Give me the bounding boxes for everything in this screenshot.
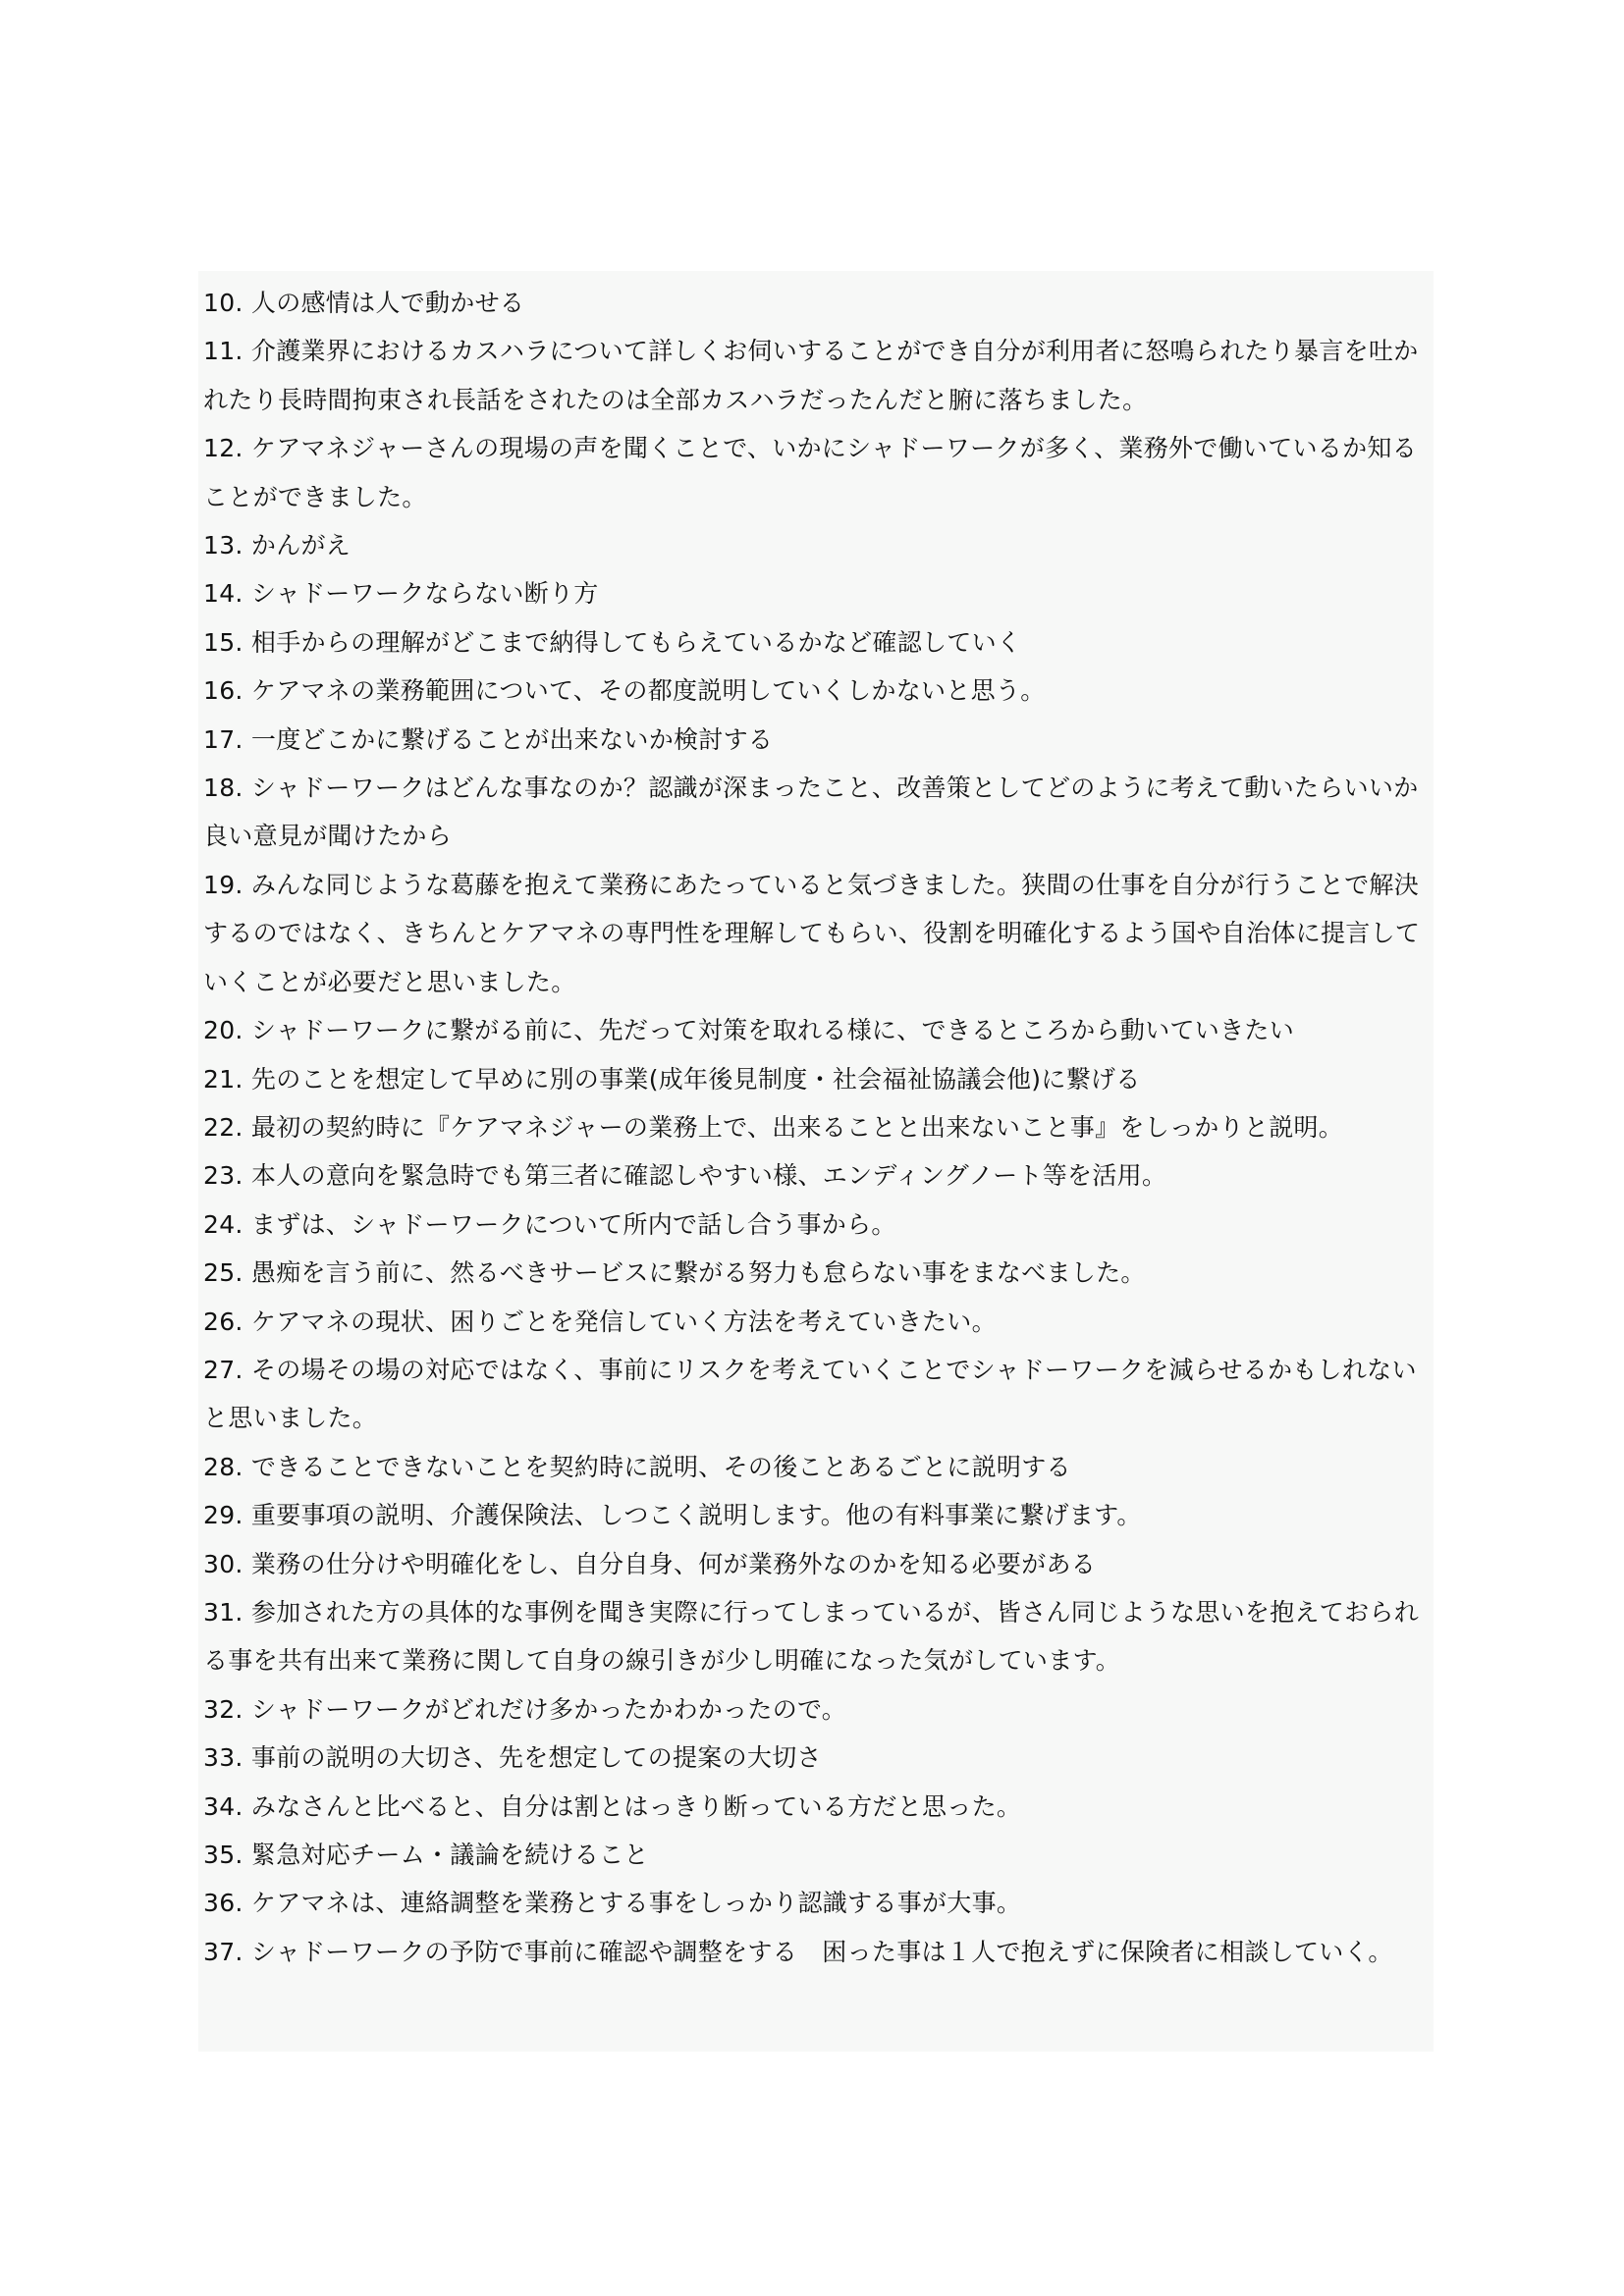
list-item: 13. かんがえ	[203, 531, 352, 561]
list-item: 16. ケアマネの業務範囲について、その都度説明していくしかないと思う。	[203, 676, 1046, 706]
list-item: 21. 先のことを想定して早めに別の事業(成年後見制度・社会福祉協議会他)に繋げる	[203, 1064, 1141, 1094]
list-item: 24. まずは、シャドーワークについて所内で話し合う事から。	[203, 1209, 896, 1239]
list-item: 34. みなさんと比べると、自分は割とはっきり断っている方だと思った。	[203, 1791, 1022, 1821]
list-item: 15. 相手からの理解がどこまで納得してもらえているかなど確認していく	[203, 627, 1022, 657]
list-item: 37. シャドーワークの予防で事前に確認や調整をする 困った事は１人で抱えずに保険者に相談していく。	[203, 1937, 1393, 1966]
list-item: 29. 重要事項の説明、介護保険法、しつこく説明します。他の有料事業に繋げます。	[203, 1501, 1142, 1530]
list-item: 10. 人の感情は人で動かせる	[203, 289, 525, 317]
list-item: 30. 業務の仕分けや明確化をし、自分自身、何が業務外なのかを知る必要がある	[203, 1549, 1097, 1578]
list-item: 20. シャドーワークに繋がる前に、先だって対策を取れる様に、できるところから動いていきたい	[203, 1016, 1295, 1045]
list-item: 11. 介護業界におけるカスハラについて詳しくお伺いすることができ自分が利用者に怒鳴られたり暴言を吐かれたり長時間拘束され長話をされたのは全部カスハラだったんだと腑に落ちました。	[203, 337, 1419, 414]
list-item: 22. 最初の契約時に『ケアマネジャーの業務上で、出来ることと出来ないこと事』をしっかりと説明。	[203, 1112, 1344, 1142]
list-item: 23. 本人の意向を緊急時でも第三者に確認しやすい様、エンディングノート等を活用。	[203, 1161, 1167, 1191]
list-item: 28. できることできないことを契約時に説明、その後ことあるごとに説明する	[203, 1452, 1071, 1481]
list-item: 27. その場その場の対応ではなく、事前にリスクを考えていくことでシャドーワークを減らせるかもしれないと思いました。	[203, 1355, 1417, 1433]
list-item: 17. 一度どこかに繋げることが出来ないか検討する	[203, 724, 774, 754]
list-item: 36. ケアマネは、連絡調整を業務とする事をしっかり認識する事が大事。	[203, 1889, 1022, 1918]
response-list	[198, 271, 1434, 2052]
list-item: 26. ケアマネの現状、困りごとを発信していく方法を考えていきたい。	[203, 1307, 997, 1336]
list-item: 31. 参加された方の具体的な事例を聞き実際に行ってしまっているが、皆さん同じような思いを抱えておられる事を共有出来て業務に関して自身の線引きが少し明確になった気がしています。	[203, 1597, 1420, 1676]
list-item: 19. みんな同じような葛藤を抱えて業務にあたっていると気づきました。狭間の仕事を自分が行うことで解決するのではなく、きちんとケアマネの専門性を理解してもらい、役割を明確化するよう国や自治体に提言していくことが必要だと思いました。	[203, 870, 1421, 996]
list-item: 12. ケアマネジャーさんの現場の声を聞くことで、いかにシャドーワークが多く、業務外で働いているか知ることができました。	[203, 434, 1418, 511]
list-item: 25. 愚痴を言う前に、然るべきサービスに繋がる努力も怠らない事をまなべました。	[203, 1258, 1146, 1288]
list-item: 18. シャドーワークはどんな事なのか？認識が深まったこと、改善策としてどのように考えて動いたらいいか良い意見が聞けたから	[203, 774, 1419, 851]
list-item: 33. 事前の説明の大切さ、先を想定しての提案の大切さ	[203, 1743, 822, 1773]
list-item: 14. シャドーワークならない断り方	[203, 579, 599, 609]
list-item: 35. 緊急対応チーム・議論を続けること	[203, 1841, 649, 1869]
list-item: 32. シャドーワークがどれだけ多かったかわかったので。	[203, 1694, 847, 1724]
